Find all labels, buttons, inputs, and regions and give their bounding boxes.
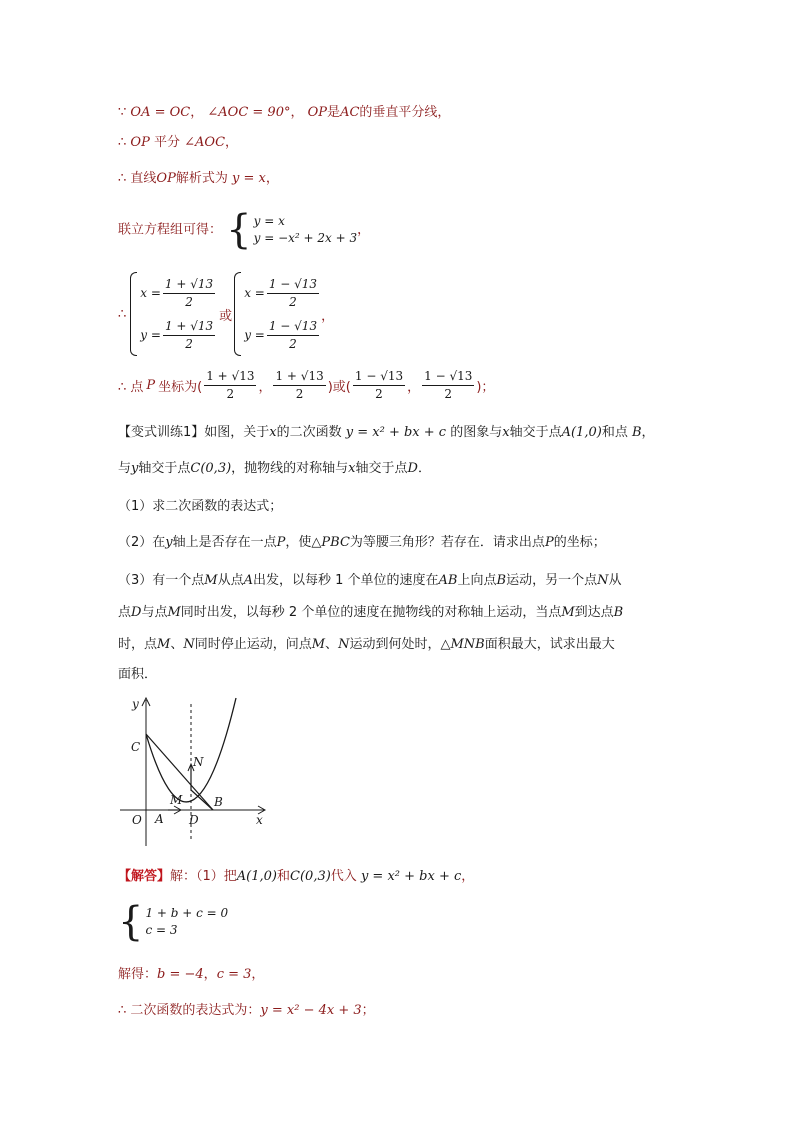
equation-row-2: y = −x² + 2x + 3 <box>253 231 358 245</box>
fraction <box>163 318 215 353</box>
text-is: 是 <box>327 105 341 120</box>
numerator: 1 − √13 <box>267 276 319 294</box>
answer-line <box>118 868 474 886</box>
text-quadratic: 的二次函数 <box>276 425 342 440</box>
because-symbol: ∵ <box>118 105 127 120</box>
label-y: y <box>132 697 139 711</box>
math-point-c: C(0,3) <box>190 461 232 476</box>
fraction <box>163 276 215 311</box>
line-op-equation <box>118 170 279 188</box>
comma: ， <box>265 171 279 186</box>
line-solutions <box>118 272 334 356</box>
comma: ， <box>357 222 371 238</box>
text-area: 面积． <box>118 667 158 682</box>
text-from-point: 从点 <box>217 573 244 588</box>
math-op: OP <box>130 135 150 150</box>
text-reaches: 到达点 <box>574 605 614 620</box>
text-sep: 、 <box>170 637 184 652</box>
left-bracket <box>130 272 137 356</box>
text-and-point: 和点 <box>601 425 628 440</box>
text-another-point: 运动，另一个点 <box>506 573 598 588</box>
text-graph-with: 的图象与 <box>450 425 503 440</box>
fraction <box>273 368 325 403</box>
text-where: 运动到何处时， <box>349 637 441 652</box>
label-m: M <box>170 793 183 807</box>
text-max-area: 面积最大，试求出最大 <box>484 637 615 652</box>
math-m: M <box>167 605 181 620</box>
fraction <box>267 276 319 311</box>
text-equation-is: 解析式为 <box>175 171 228 186</box>
line-variant-problem-cont <box>118 460 431 478</box>
text-point: 点 <box>118 605 132 620</box>
q2-coords: 的坐标； <box>553 535 606 550</box>
question-3-line-3 <box>118 636 615 654</box>
text-coords-are: 坐标为( <box>158 380 203 395</box>
numerator: 1 + √13 <box>163 318 215 336</box>
text-final: ∴ 二次函数的表达式为： <box>118 1003 261 1018</box>
equation-row-1: 1 + b + c = 0 <box>145 906 229 920</box>
text-with-point: 与点 <box>141 605 168 620</box>
q2-isosceles: 为等腰三角形？若存在．请求出点 <box>349 535 545 550</box>
period: ． <box>417 461 431 476</box>
y-equals: y = <box>140 328 161 342</box>
math-p: P <box>276 535 286 550</box>
math-b-value: b = −4 <box>157 967 204 982</box>
q3-prefix: （3）有一个点 <box>118 573 205 588</box>
text-toward: 上向点 <box>457 573 497 588</box>
math-p: P <box>544 535 554 550</box>
numerator: 1 + √13 <box>204 368 256 386</box>
question-1-text: （1）求二次函数的表达式； <box>118 499 283 514</box>
text-with: 与 <box>118 461 132 476</box>
line-perpendicular-bisector <box>118 104 450 122</box>
text-axis-intersect: 轴交于点 <box>509 425 562 440</box>
line-solved <box>118 966 264 984</box>
math-b: B <box>496 573 507 588</box>
comma: ， <box>225 135 239 150</box>
denominator: 2 <box>444 387 453 401</box>
math-b: B <box>631 425 642 440</box>
math-point-a: A(1,0) <box>561 425 602 440</box>
math-x: x <box>502 425 510 440</box>
math-y-eq-x: y = x <box>231 171 266 186</box>
comma: ， <box>258 380 272 395</box>
text-or: 或 <box>219 308 233 324</box>
text-stop: 同时停止运动，问点 <box>194 637 312 652</box>
q2-text: 轴上是否存在一点 <box>172 535 277 550</box>
answer-heading: 【解答】 <box>118 869 171 884</box>
text-or-paren: )或( <box>327 380 351 395</box>
question-3-line-4 <box>118 666 157 684</box>
q2-prefix: （2）在 <box>118 535 166 550</box>
text-axis-intersect: 轴交于点 <box>355 461 408 476</box>
equation-row-1: y = x <box>253 214 285 228</box>
question-1 <box>118 498 282 516</box>
equation-system <box>226 207 358 253</box>
math-m: M <box>204 573 218 588</box>
comma: ， <box>407 380 421 395</box>
question-3-line-2 <box>118 604 623 622</box>
text-from: 从 <box>608 573 622 588</box>
text-combine-system: 联立方程组可得： <box>118 222 223 238</box>
math-angle-aoc: ∠AOC = 90° <box>207 105 291 120</box>
line-system-of-equations <box>118 207 371 253</box>
denominator: 2 <box>289 336 297 351</box>
semicolon: ； <box>361 1003 375 1018</box>
parabola-figure <box>118 694 278 854</box>
math-n: N <box>183 637 195 652</box>
comma: ， <box>190 105 204 120</box>
math-point-a: A(1,0) <box>236 869 278 884</box>
math-p: P <box>146 378 156 393</box>
solution-system-1 <box>130 272 217 356</box>
label-a: A <box>155 812 164 826</box>
text-line: ∴ 直线 <box>118 171 157 186</box>
comma: ， <box>251 967 265 982</box>
math-final-quadratic: y = x² − 4x + 3 <box>260 1003 362 1018</box>
math-quadratic: y = x² + bx + c <box>360 869 462 884</box>
math-b: B <box>613 605 624 620</box>
numerator: 1 + √13 <box>273 368 325 386</box>
x-equals: x = <box>244 286 265 300</box>
numerator: 1 − √13 <box>353 368 405 386</box>
denominator: 2 <box>185 336 193 351</box>
label-b: B <box>214 795 223 809</box>
math-m: M <box>311 637 326 652</box>
therefore-symbol: ∴ <box>118 306 127 322</box>
math-ac: AC <box>340 105 360 120</box>
fraction <box>353 368 405 403</box>
numerator: 1 − √13 <box>422 368 474 386</box>
text-speed: 出发，以每秒 1 个单位的速度在 <box>253 573 439 588</box>
text-axis-of-symmetry: ，抛物线的对称轴与 <box>231 461 349 476</box>
comma: ， <box>641 425 655 440</box>
fraction <box>204 368 256 403</box>
math-y: y <box>165 535 173 550</box>
left-brace: { <box>226 207 252 253</box>
math-angle-aoc: ∠AOC <box>184 135 226 150</box>
solution-system-2 <box>234 272 321 356</box>
denominator: 2 <box>185 294 193 309</box>
text-substitute: 代入 <box>330 869 357 884</box>
fraction <box>422 368 474 403</box>
therefore-symbol: ∴ <box>118 135 127 150</box>
math-ab: AB <box>438 573 458 588</box>
question-3-line-1 <box>118 572 621 590</box>
y-equals: y = <box>244 328 265 342</box>
left-brace: { <box>118 899 144 945</box>
fraction <box>267 318 319 353</box>
math-m: M <box>561 605 575 620</box>
equation-row-2: c = 3 <box>145 923 178 937</box>
math-d: D <box>407 461 418 476</box>
denominator: 2 <box>226 387 235 401</box>
denominator: 2 <box>295 387 304 401</box>
text-and: 和 <box>277 869 291 884</box>
comma: ， <box>203 967 217 982</box>
text-solved: 解得： <box>118 967 158 982</box>
math-n: N <box>597 573 609 588</box>
text-sep: 、 <box>325 637 339 652</box>
comma: ， <box>321 308 335 324</box>
math-triangle-mnb: △MNB <box>440 637 485 652</box>
label-o: O <box>132 813 142 827</box>
math-oa-oc: OA = OC <box>130 105 191 120</box>
numerator: 1 − √13 <box>267 318 319 336</box>
math-x: x <box>348 461 356 476</box>
line-coefficient-system <box>118 899 229 945</box>
text-simultaneous: 同时出发，以每秒 2 个单位的速度在抛物线的对称轴上运动，当点 <box>180 605 562 620</box>
math-point-c: C(0,3) <box>290 869 331 884</box>
segment-nb <box>191 790 213 810</box>
math-m: M <box>157 637 171 652</box>
math-c-value: c = 3 <box>216 967 252 982</box>
q2-such-that: ，使 <box>285 535 312 550</box>
text-perp-bisector: 的垂直平分线， <box>359 105 451 120</box>
text-point: ∴ 点 <box>118 380 144 395</box>
math-x: x <box>269 425 277 440</box>
numerator: 1 + √13 <box>163 276 215 294</box>
label-d: D <box>189 813 199 827</box>
text-bisects: 平分 <box>153 135 180 150</box>
line-variant-problem <box>118 424 655 442</box>
answer-intro: 解：（1）把 <box>170 869 237 884</box>
math-a: A <box>243 573 253 588</box>
x-equals: x = <box>140 286 161 300</box>
comma: ， <box>290 105 304 120</box>
label-n: N <box>193 755 204 769</box>
math-op: OP <box>156 171 176 186</box>
line-final-expression <box>118 1002 375 1020</box>
math-op: OP <box>307 105 328 120</box>
semicolon: )； <box>476 380 495 395</box>
math-y: y <box>131 461 139 476</box>
line-bisects-angle <box>118 134 238 152</box>
problem-heading: 【变式训练1】如图，关于 <box>118 425 270 440</box>
equation-system <box>118 899 229 945</box>
text-axis-intersect: 轴交于点 <box>138 461 191 476</box>
math-d: D <box>131 605 142 620</box>
denominator: 2 <box>375 387 383 401</box>
label-c: C <box>131 740 141 754</box>
text-when: 时，点 <box>118 637 158 652</box>
comma: ， <box>461 869 475 884</box>
math-n: N <box>338 637 350 652</box>
math-quadratic: y = x² + bx + c <box>345 425 447 440</box>
denominator: 2 <box>289 294 297 309</box>
question-2 <box>118 534 606 552</box>
line-point-p-coords <box>118 368 494 403</box>
math-triangle-pbc: △PBC <box>311 535 350 550</box>
left-bracket <box>234 272 241 356</box>
label-x: x <box>256 813 263 827</box>
